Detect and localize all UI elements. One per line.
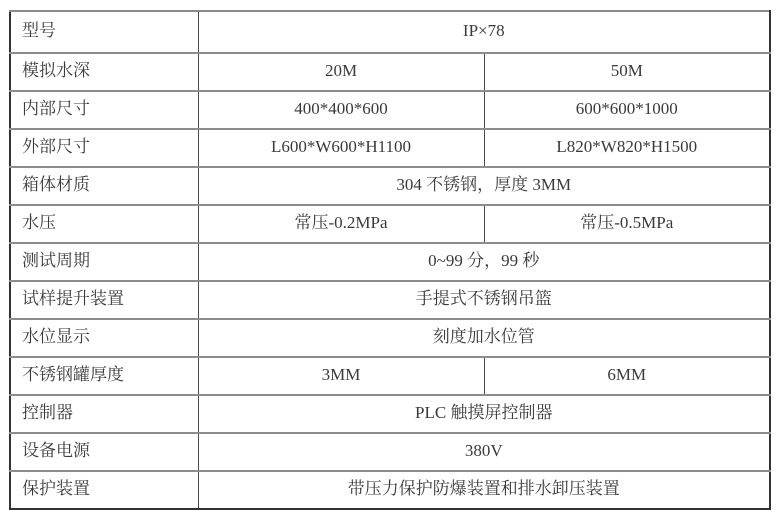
row-label: 水压 xyxy=(10,205,198,243)
row-value: 6MM xyxy=(484,357,770,395)
table-row xyxy=(10,91,770,129)
row-value: 3MM xyxy=(198,357,484,395)
row-label: 外部尺寸 xyxy=(10,129,198,167)
row-label: 箱体材质 xyxy=(10,167,198,205)
row-value: 手提式不锈钢吊篮 xyxy=(198,281,770,319)
table-row xyxy=(10,243,770,281)
row-value: IP×78 xyxy=(198,11,770,53)
row-label: 保护装置 xyxy=(10,471,198,509)
table-row xyxy=(10,281,770,319)
row-value: PLC 触摸屏控制器 xyxy=(198,395,770,433)
row-label: 型号 xyxy=(22,20,56,40)
row-value: 50M xyxy=(484,53,770,91)
row-value: 20M xyxy=(198,53,484,91)
row-value: 380V xyxy=(198,433,770,471)
row-label: 测试周期 xyxy=(10,243,198,281)
row-label: 模拟水深 xyxy=(10,53,198,91)
table-row xyxy=(10,129,770,167)
row-label: 试样提升装置 xyxy=(10,281,198,319)
table-row xyxy=(10,167,770,205)
row-value: L820*W820*H1500 xyxy=(484,129,770,167)
row-label: 不锈钢罐厚度 xyxy=(10,357,198,395)
table-row xyxy=(10,53,770,91)
row-value: 0~99 分，99 秒 xyxy=(198,243,770,281)
table-row xyxy=(10,205,770,243)
row-value: 刻度加水位管 xyxy=(198,319,770,357)
table-row xyxy=(10,11,770,53)
row-value: 带压力保护防爆装置和排水卸压装置 xyxy=(198,471,770,509)
row-value: 600*600*1000 xyxy=(484,91,770,129)
row-label: 设备电源 xyxy=(10,433,198,471)
table-row xyxy=(10,433,770,471)
row-value: L600*W600*H1100 xyxy=(198,129,484,167)
row-value: 400*400*600 xyxy=(198,91,484,129)
row-label: 控制器 xyxy=(10,395,198,433)
row-value: 常压-0.2MPa xyxy=(198,205,484,243)
table-row xyxy=(10,319,770,357)
table-row xyxy=(10,471,770,509)
table-row xyxy=(10,395,770,433)
row-value: 304 不锈钢，厚度 3MM xyxy=(198,167,770,205)
row-label: 内部尺寸 xyxy=(10,91,198,129)
row-value: 常压-0.5MPa xyxy=(484,205,770,243)
row-label: 水位显示 xyxy=(10,319,198,357)
table-row xyxy=(10,357,770,395)
spec-table xyxy=(9,10,771,510)
